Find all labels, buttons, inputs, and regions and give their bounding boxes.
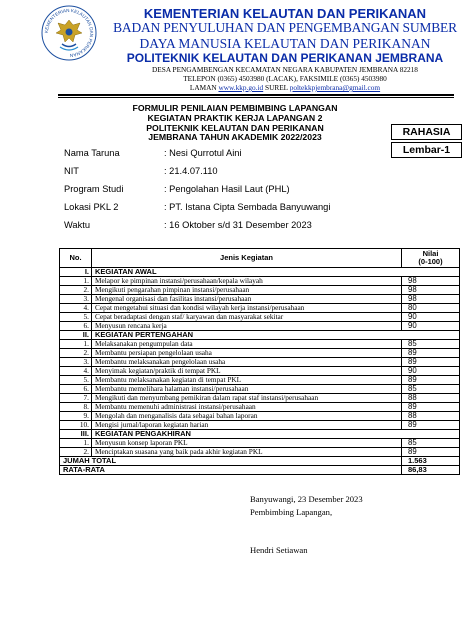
row-number: 1. <box>60 439 92 448</box>
activity-text: Menyimak kegiatan/praktik di tempat PKL <box>92 367 402 376</box>
header-polytechnic: POLITEKNIK KELAUTAN DAN PERIKANAN JEMBRANA <box>126 51 444 65</box>
col-nilai-range: (0-100) <box>418 257 443 266</box>
activity-score: 90 <box>402 367 460 376</box>
section-number: III. <box>60 430 92 439</box>
activity-text: Mengikuti dan menyumbang pemikiran dalam rapat staf instansi/perusahaan <box>92 394 402 403</box>
row-number: 5. <box>60 313 92 322</box>
info-value: : Nesi Qurrotul Aini <box>164 148 242 158</box>
section-number: I. <box>60 268 92 277</box>
activity-score: 90 <box>402 322 460 331</box>
row-number: 6. <box>60 385 92 394</box>
form-title-line: FORMULIR PENILAIAN PEMBIMBING LAPANGAN <box>132 103 338 113</box>
header-divider-thin <box>58 97 454 98</box>
activity-text: Mengikuti pengarahan pimpinan instansi/perusahaan <box>92 286 402 295</box>
web-prefix: LAMAN <box>189 83 219 92</box>
form-title-line: JEMBRANA TAHUN AKADEMIK 2022/2023 <box>148 132 322 143</box>
header-ministry: KEMENTERIAN KELAUTAN DAN PERIKANAN <box>143 6 427 21</box>
rahasia-badge: RAHASIA <box>391 124 462 140</box>
activity-text: Cepat mengetahui situasi dan kondisi wilayah kerja instansi/perusahaan <box>92 304 402 313</box>
info-value: : Pengolahan Hasil Laut (PHL) <box>164 184 290 194</box>
signature-name: Hendri Setiawan <box>250 545 308 555</box>
activity-text: Mengolah dan menganalisis data sebagai bahan laporan <box>92 412 402 421</box>
info-label: Nama Taruna <box>64 148 120 158</box>
activity-score: 89 <box>402 421 460 430</box>
header-address: DESA PENGAMBENGAN KECAMATAN NEGARA KABUPATEN JEMBRANA 82218 <box>152 65 418 74</box>
row-number: 5. <box>60 376 92 385</box>
average-row <box>60 466 460 475</box>
col-no-header: No. <box>60 249 92 268</box>
col-jenis-header: Jenis Kegiatan <box>92 249 402 268</box>
info-value: : PT. Istana Cipta Sembada Banyuwangi <box>164 202 331 212</box>
header-phone: TELEPON (0365) 4503980 (LACAK), FAKSIMILE (0365) 4503980 <box>183 74 387 83</box>
row-number: 1. <box>60 340 92 349</box>
activity-text: Melapor ke pimpinan instansi/perusahaan/kepala wilayah <box>92 277 402 286</box>
lembar-badge: Lembar-1 <box>391 142 462 158</box>
activity-score: 80 <box>402 304 460 313</box>
row-number: 3. <box>60 358 92 367</box>
row-number: 4. <box>60 367 92 376</box>
activity-score: 89 <box>402 349 460 358</box>
activity-score: 89 <box>402 448 460 457</box>
row-number: 2. <box>60 448 92 457</box>
activity-score: 89 <box>402 376 460 385</box>
activity-score: 88 <box>402 412 460 421</box>
row-number: 3. <box>60 295 92 304</box>
activity-text: Menciptakan suasana yang baik pada akhir kegiatan PKL <box>92 448 402 457</box>
signature-role: Pembimbing Lapangan, <box>250 507 333 517</box>
header-divider-thick <box>58 94 454 96</box>
row-number: 8. <box>60 403 92 412</box>
form-title <box>120 104 350 143</box>
section-title: KEGIATAN AWAL <box>92 268 460 277</box>
info-label: Program Studi <box>64 184 124 194</box>
activity-score: 85 <box>402 439 460 448</box>
web-mid: SUREL <box>263 83 290 92</box>
activity-text: Menyusun rencana kerja <box>92 322 402 331</box>
row-number: 9. <box>60 412 92 421</box>
table-body <box>60 268 460 475</box>
header-web <box>100 83 470 92</box>
activity-score: 90 <box>402 313 460 322</box>
row-number: 7. <box>60 394 92 403</box>
activity-score: 85 <box>402 340 460 349</box>
form-title-line: POLITEKNIK KELAUTAN DAN PERIKANAN <box>146 122 324 133</box>
signature-place-date: Banyuwangi, 23 Desember 2023 <box>250 494 363 504</box>
info-label: Lokasi PKL 2 <box>64 202 119 212</box>
row-number: 10. <box>60 421 92 430</box>
section-title: KEGIATAN PERTENGAHAN <box>92 331 460 340</box>
header-agency-1: BADAN PENYULUHAN DAN PENGEMBANGAN SUMBER <box>113 20 457 35</box>
activity-score: 98 <box>402 286 460 295</box>
website-link[interactable]: www.kkp.go.id <box>218 83 264 92</box>
activity-score: 85 <box>402 385 460 394</box>
info-value: : 21.4.07.110 <box>164 166 218 176</box>
row-number: 2. <box>60 349 92 358</box>
row-number: 4. <box>60 304 92 313</box>
col-nilai-label: Nilai <box>422 249 439 258</box>
activity-text: Membantu persiapan pengelolaan usaha <box>92 349 402 358</box>
section-title: KEGIATAN PENGAKHIRAN <box>92 430 460 439</box>
activity-score: 88 <box>402 394 460 403</box>
average-label: RATA-RATA <box>60 466 402 475</box>
row-number: 1. <box>60 277 92 286</box>
activity-text: Melaksanakan pengumpulan data <box>92 340 402 349</box>
activity-text: Membantu memelihara halaman instansi/perusahaan <box>92 385 402 394</box>
table-row <box>60 448 460 457</box>
header-agency-2: DAYA MANUSIA KELAUTAN DAN PERIKANAN <box>139 36 431 51</box>
activity-text: Membantu memenuhi administrasi instansi/perusahaan <box>92 403 402 412</box>
activity-score: 98 <box>402 295 460 304</box>
activity-score: 89 <box>402 403 460 412</box>
total-label: JUMAH TOTAL <box>60 457 402 466</box>
info-label: NIT <box>64 166 79 176</box>
row-number: 6. <box>60 322 92 331</box>
activity-text: Menyusun konsep laporan PKL <box>92 439 402 448</box>
activity-text: Cepat beradaptasi dengan staf/ karyawan dan masyarakat sekitar <box>92 313 402 322</box>
col-nilai-header <box>402 249 460 268</box>
section-number: II. <box>60 331 92 340</box>
activity-score: 98 <box>402 277 460 286</box>
assessment-table <box>59 248 460 475</box>
form-title-line: KEGIATAN PRAKTIK KERJA LAPANGAN 2 <box>147 112 323 123</box>
activity-text: Membantu melaksanakan kegiatan di tempat PKL <box>92 376 402 385</box>
average-value: 86,83 <box>402 466 460 475</box>
info-label: Waktu <box>64 220 91 230</box>
svg-text:KEMENTERIAN KELAUTAN DAN PERIK: KEMENTERIAN KELAUTAN DAN PERIKANAN <box>43 7 95 59</box>
activity-text: Membantu melaksanakan pengelolaan usaha <box>92 358 402 367</box>
ministry-logo <box>40 4 98 62</box>
total-value: 1.563 <box>402 457 460 466</box>
total-row <box>60 457 460 466</box>
activity-score: 89 <box>402 358 460 367</box>
info-value: : 16 Oktober s/d 31 Desember 2023 <box>164 220 312 230</box>
email-link[interactable]: poltekkpjembrana@gmail.com <box>289 83 381 92</box>
activity-text: Mengenal organisasi dan fasilitas instansi/perusahaan <box>92 295 402 304</box>
table-header-row <box>60 249 460 268</box>
activity-text: Mengisi jurnal/laporan kegiatan harian <box>92 421 402 430</box>
row-number: 2. <box>60 286 92 295</box>
